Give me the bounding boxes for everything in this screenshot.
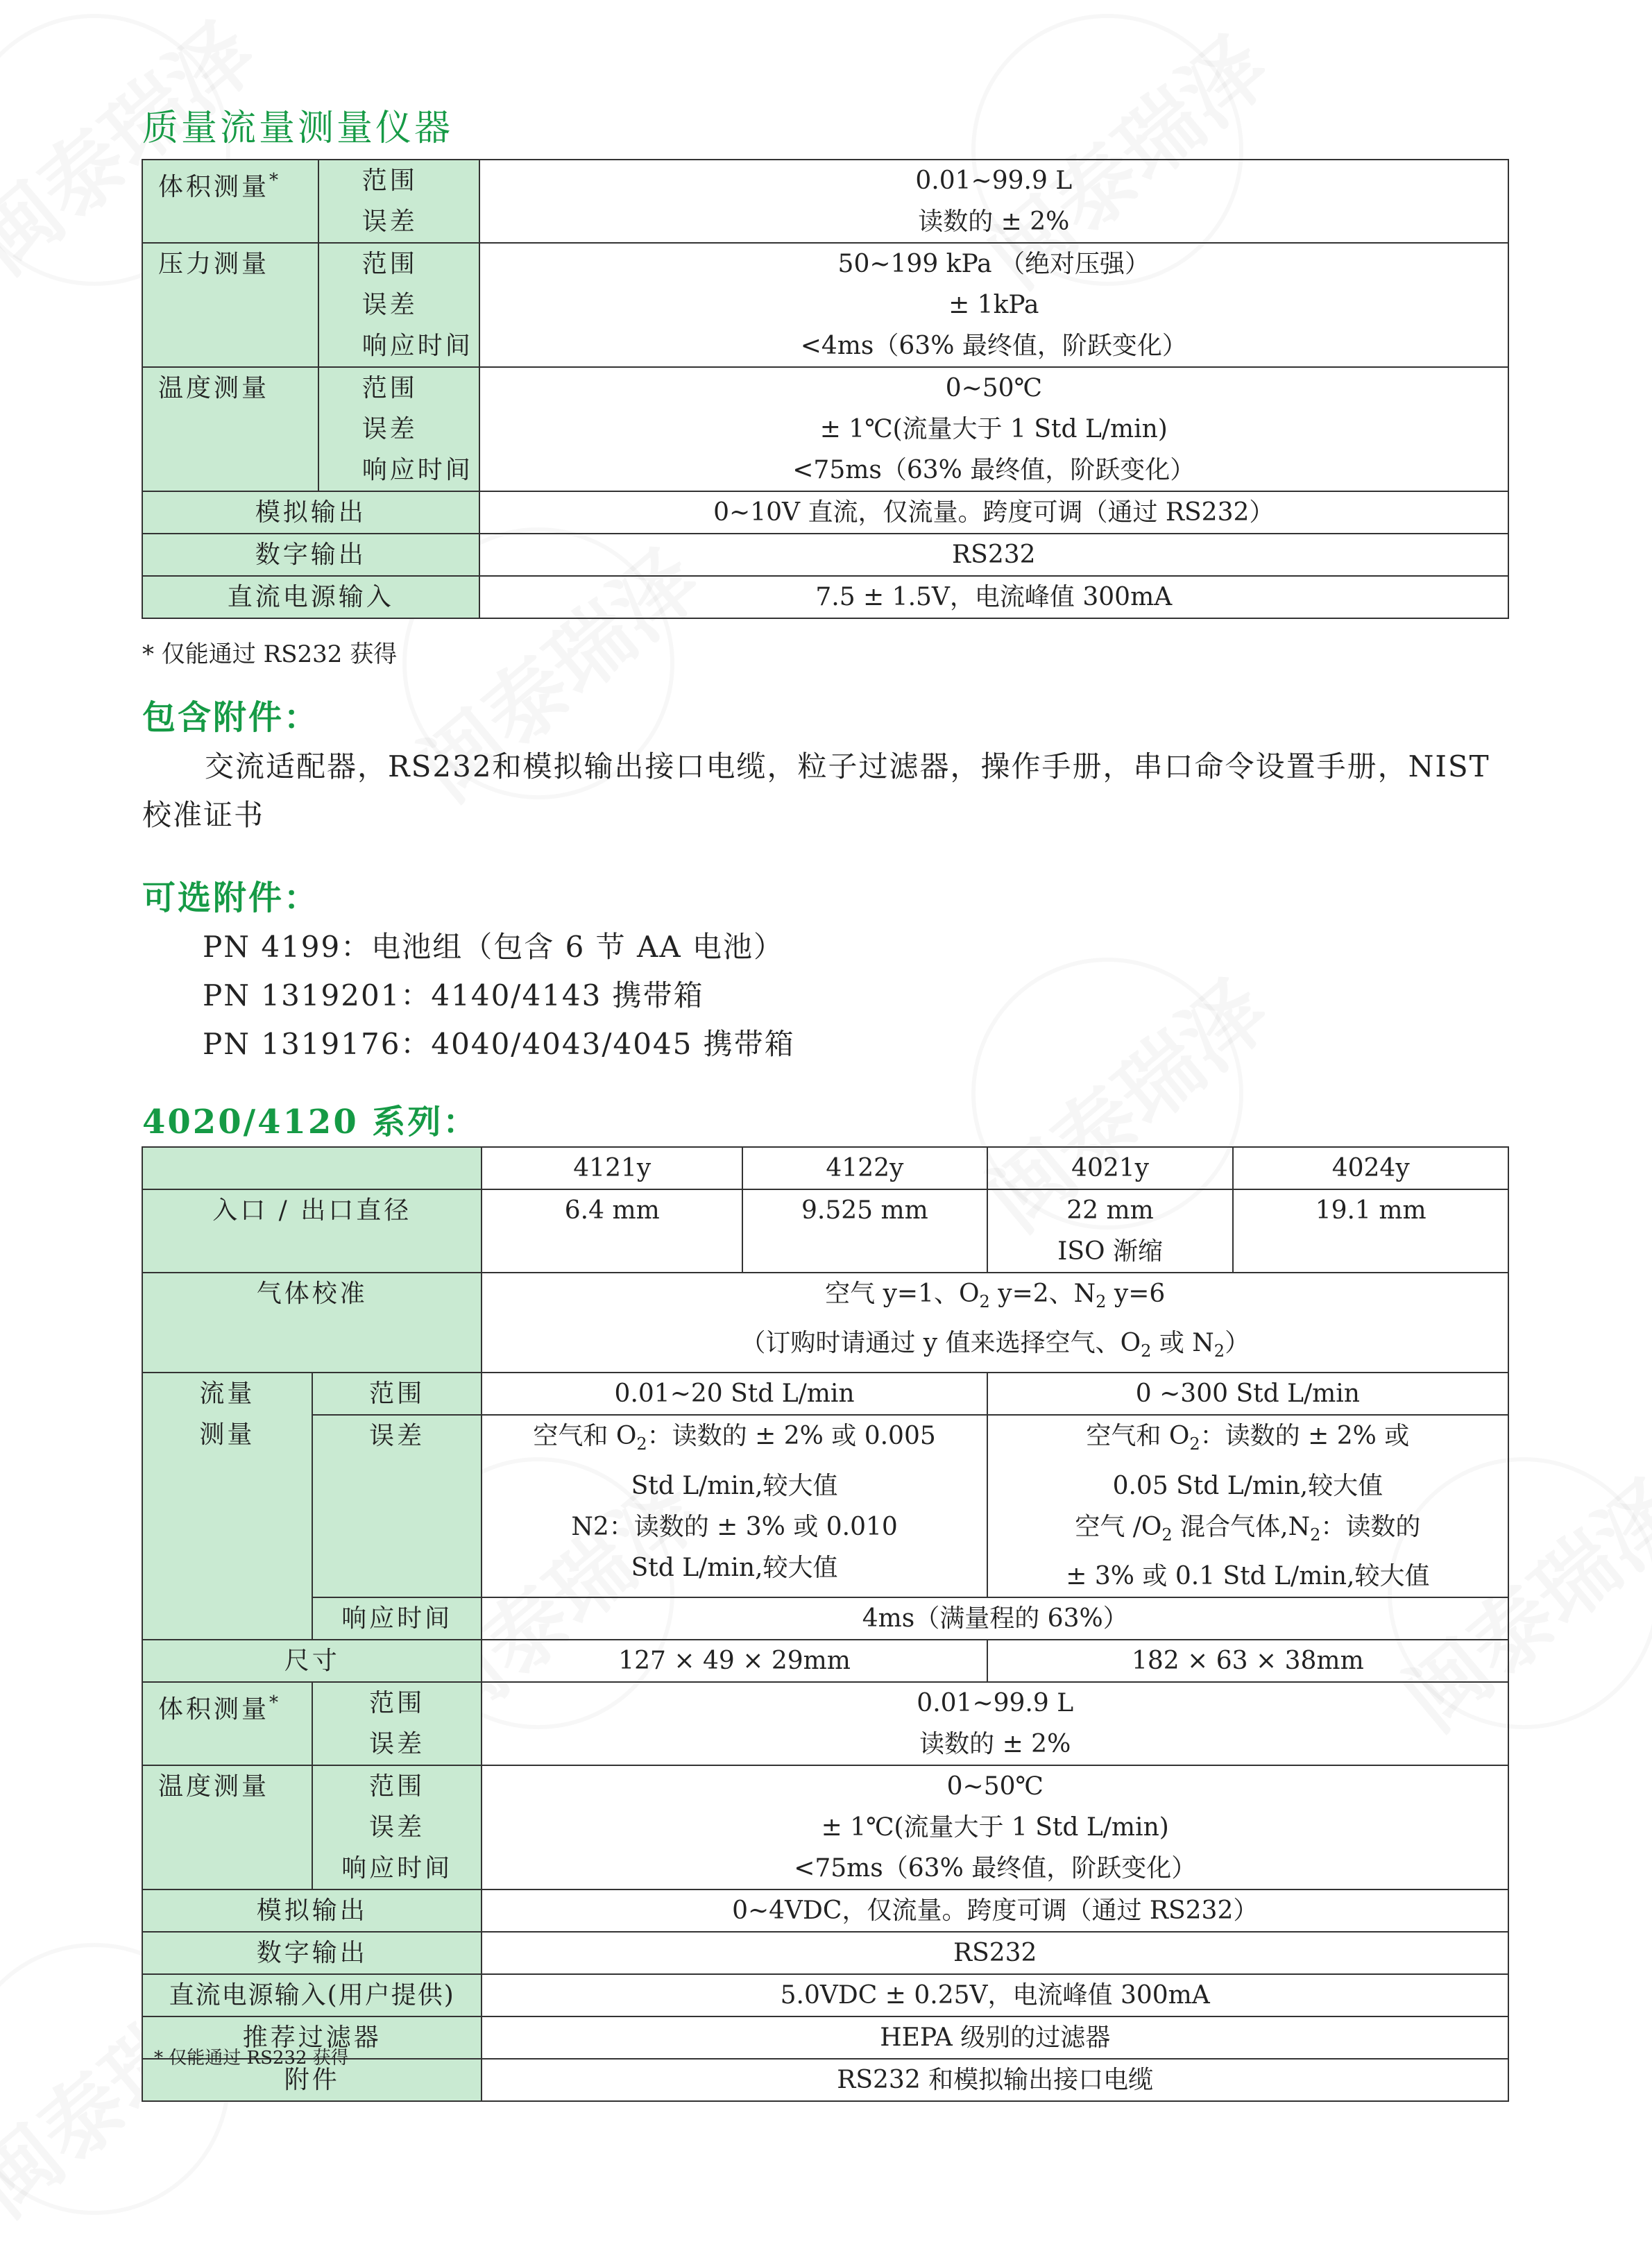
optional-list	[203, 923, 795, 1069]
gas-line-2: （订购时请通过 y 值来选择空气、$O_2$ 或 $N_2$）	[740, 1329, 1250, 1361]
footnote: * 仅能通过 RS232 获得	[142, 640, 398, 668]
gas-line-1: 空气 y=1、$O_2$ y=2、$N_2$ y=6	[825, 1280, 1166, 1312]
list-item: PN 1319201：4140/4143 携带箱	[203, 978, 704, 1012]
spec-table-1: 体积测量* 范围 误差 0.01~99.9 L 读数的 ± 2% 压力测量 范围 误差 响应时间 50~199 kPa （绝对压强） ± 1kPa <4ms（63% 最终值，阶跃变化） 温度测量 范围 误差 响应时间 0~50℃ ± 1℃(流量大于 1 Std L/min) <75ms（63% 最终值，阶跃变化） 模拟输出 0~10V 直流，仅流量。跨度可调（通过 RS232） 数字输出 RS232 直流电源输入 7.5 ± 1.5V，电流峰值 300mA	[142, 159, 1509, 619]
row-label: 压力测量	[158, 250, 270, 278]
model-header: 4021y	[1071, 1154, 1150, 1182]
model-header: 4121y	[573, 1154, 652, 1182]
page-title: 质量流量测量仪器	[142, 108, 454, 149]
section-heading-series: 4020/4120 系列：	[142, 1103, 479, 1141]
row-label: 体积测量	[158, 173, 270, 201]
included-text: 交流适配器，RS232和模拟输出接口电缆，粒子过滤器，操作手册，串口命令设置手册，NIST 校准证书	[142, 749, 1490, 832]
value: 读数的 ± 2%	[918, 207, 1070, 236]
spec-table-2: 4121y 4122y 4021y 4024y 入口 / 出口直径 6.4 mm 9.525 mm 22 mm ISO 渐缩 19.1 mm 气体校准 空气 y=1、$O_2$ y=2、$N_2$ y=6 （订购时请通过 y 值来选择空气、$O_2$ 或 $N_2$） 流量 测量 范围 0.01~20 Std L/min 0 ~300 Std L/min 误差 空气和 $O_2$：读数的 ± 2% 或 0.005 Std L/min,较大值 N2：读数的 ± 3% 或 0.010 Std L/min,较大值 空气和 $O_2$：读数的 ± 2% 或 0.05 Std L/min,较大值 空气 $/O_2$ 混合气体$,N_2$：读数的 ± 3% 或 0.1 Std L/min,较大值 响应时间 4ms（满量程的 63%） 尺寸 127 × 49 × 29mm 182 × 63 × 38mm 体积测量* 范围 误差 0.01~99.9 L 读数的 ± 2% 温度测量 范围 误差 响应时间 0~50℃ ± 1℃(流量大于 1 Std L/min) <75ms（63% 最终值，阶跃变化） 模拟输出 0~4VDC，仅流量。跨度可调（通过 RS232） 数字输出 RS232 直流电源输入(用户提供) 5.0VDC ± 0.25V，电流峰值 300mA 推荐过滤器 HEPA 级别的过滤器 附件 RS232 和模拟输出接口电缆	[142, 1146, 1509, 2102]
footnote: * 仅能通过 RS232 获得	[154, 2048, 349, 2069]
model-header: 4024y	[1331, 1154, 1410, 1182]
list-item: PN 1319176：4040/4043/4045 携带箱	[203, 1027, 795, 1061]
section-heading-optional: 可选附件：	[142, 878, 320, 917]
section-heading-included: 包含附件：	[142, 698, 320, 737]
list-item: PN 4199：电池组（包含 6 节 AA 电池）	[203, 930, 785, 964]
value: 0.01~99.9 L	[915, 167, 1073, 195]
row-label: 温度测量	[158, 374, 270, 402]
model-header: 4122y	[826, 1154, 904, 1182]
